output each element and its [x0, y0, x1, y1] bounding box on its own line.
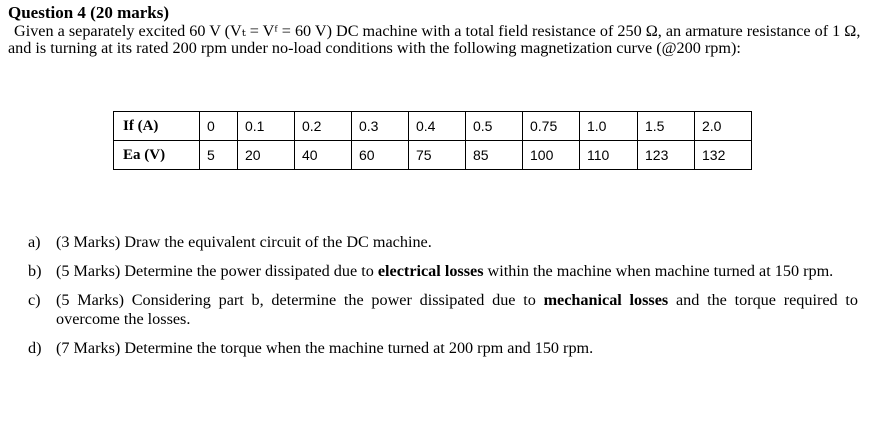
part-text-bold: mechanical losses — [543, 291, 669, 309]
table-cell: 0.75 — [523, 112, 580, 141]
table-cell: 85 — [466, 141, 523, 170]
table-cell: 60 — [352, 141, 409, 170]
part-text-post: within the machine when machine turned at 150 rpm. — [483, 262, 834, 280]
part-text — [56, 262, 858, 281]
part-label: b) — [28, 262, 42, 280]
part-text-pre: (5 Marks) Considering part b, determine the power dissipated due to — [56, 291, 544, 309]
question-part-a — [28, 233, 858, 252]
part-text: (3 Marks) Draw the equivalent circuit of the DC machine. — [56, 233, 432, 251]
table-cell: 123 — [638, 141, 695, 170]
table-row — [114, 141, 752, 170]
row-label-ea: Ea (V) — [114, 141, 200, 170]
table-cell: 0.5 — [466, 112, 523, 141]
table-row — [114, 112, 752, 141]
part-label: a) — [28, 233, 41, 251]
question-part-d — [28, 339, 858, 358]
table-cell: 40 — [295, 141, 352, 170]
table-cell: 1.5 — [638, 112, 695, 141]
question-part-b — [28, 262, 858, 281]
table-cell: 100 — [523, 141, 580, 170]
question-parts — [28, 233, 858, 368]
table-cell: 75 — [409, 141, 466, 170]
part-label: d) — [28, 339, 42, 357]
row-label-if: If (A) — [114, 112, 200, 141]
table-cell: 5 — [200, 141, 238, 170]
part-text-post: and the torque required to overcome the losses. — [56, 291, 858, 328]
part-label: c) — [28, 291, 41, 309]
question-intro: Given a separately excited 60 V (Vₜ = Vᶠ = 60 V) DC machine with a total field resistance of 250 Ω, an armature resistance of 1 Ω, and is turning at its rated 200 rpm under no-load conditions with the following magnetization curve (@200 rpm): — [8, 22, 861, 57]
question-title: Question 4 (20 marks) — [8, 3, 170, 22]
table-cell: 1.0 — [580, 112, 638, 141]
table-cell: 0.3 — [352, 112, 409, 141]
question-part-c — [28, 291, 858, 329]
table-cell: 2.0 — [695, 112, 752, 141]
part-text-pre: (5 Marks) Determine the power dissipated due to — [56, 262, 378, 280]
part-text: (7 Marks) Determine the torque when the machine turned at 200 rpm and 150 rpm. — [56, 339, 594, 357]
table-cell: 20 — [238, 141, 295, 170]
table-cell: 0.4 — [409, 112, 466, 141]
table-cell: 0.2 — [295, 112, 352, 141]
part-text-bold: electrical losses — [377, 262, 484, 280]
table-cell: 0.1 — [238, 112, 295, 141]
table-cell: 110 — [580, 141, 638, 170]
table-cell: 0 — [200, 112, 238, 141]
magnetization-table — [113, 111, 752, 170]
part-text — [56, 291, 858, 329]
table-cell: 132 — [695, 141, 752, 170]
